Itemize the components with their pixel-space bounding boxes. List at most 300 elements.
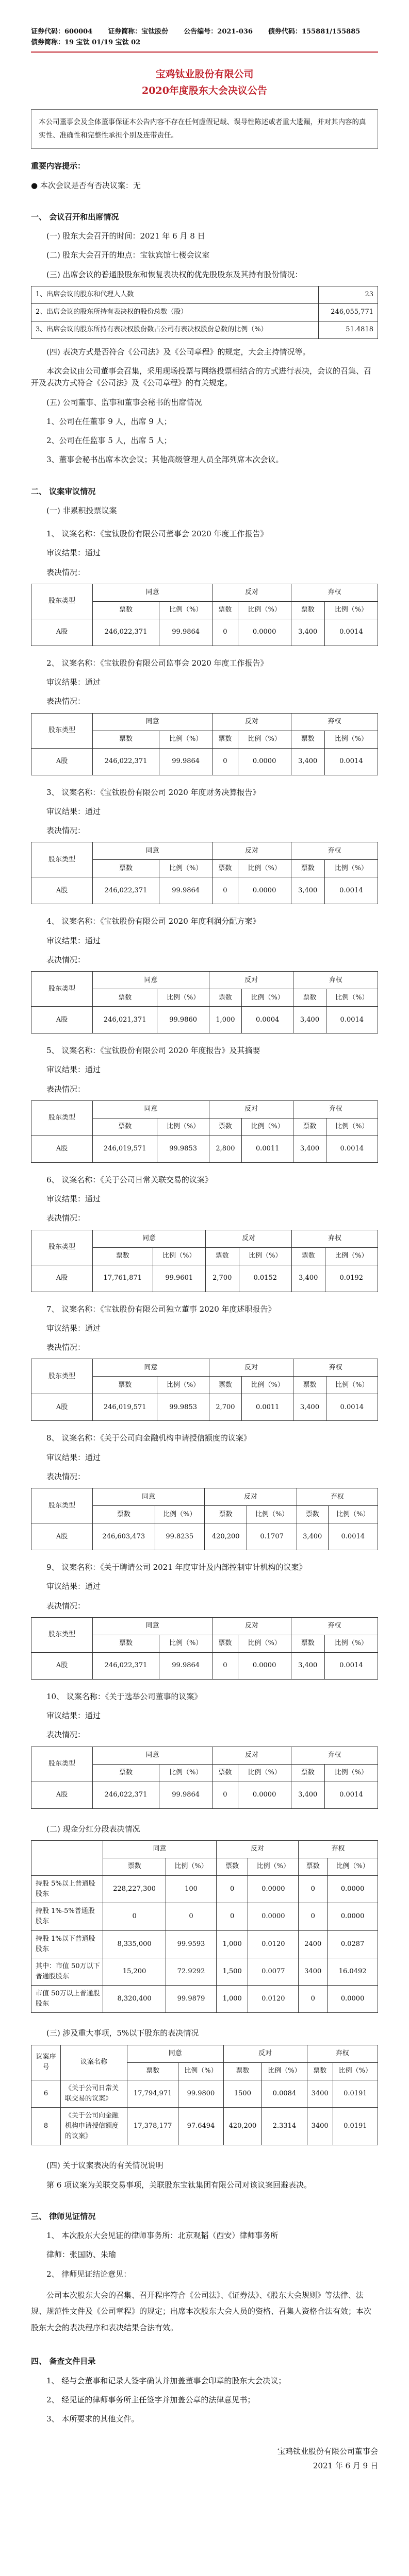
motion-name: 10、 议案名称：《关于选举公司董事的议案》 [46, 1691, 202, 1701]
motion-block [31, 1174, 378, 1292]
attendance-label: 2、出席会议的股东所持有表决权的股份总数（股） [31, 303, 319, 321]
motion-result: 审议结果：通过 [46, 1582, 101, 1591]
col-name: 议案名称 [61, 2045, 127, 2080]
table-row [31, 1958, 378, 1985]
vote-cell: 0.0000 [328, 1875, 378, 1903]
motion-vote-label: 表决情况： [46, 567, 86, 577]
vote-cell: 0 [216, 1903, 248, 1930]
vote-cell: 0.0000 [238, 619, 291, 646]
vote-cell: 99.9601 [153, 1265, 205, 1292]
vote-cell: 0.0011 [242, 1136, 293, 1162]
col-agree: 同意 [93, 584, 212, 601]
motion-result: 审议结果：通过 [46, 806, 101, 816]
col-ratio: 比例（%） [238, 1764, 291, 1782]
motion-block [31, 1691, 378, 1809]
col-ratio: 比例（%） [238, 731, 291, 748]
col-votes: 票数 [93, 1635, 159, 1652]
vote-cell: A股 [31, 748, 93, 775]
vote-cell: 0 [299, 1986, 328, 2013]
col-ratio: 比例（%） [324, 731, 378, 748]
col-against: 反对 [209, 1100, 293, 1118]
col-type: 股东类型 [31, 1230, 93, 1265]
vote-cell: 0.0014 [324, 1782, 378, 1808]
col-ratio: 比例（%） [153, 1247, 205, 1265]
col-ratio: 比例（%） [333, 2062, 378, 2080]
header-divider [31, 52, 378, 53]
motion-name: 1、 议案名称：《宝钛股份有限公司董事会 2020 年度工作报告》 [46, 529, 268, 539]
vote-cell: 0.0191 [333, 2080, 378, 2107]
vote-cell: 99.9800 [178, 2080, 223, 2107]
col-against: 反对 [212, 584, 291, 601]
motion-vote-label: 表决情况： [46, 1601, 86, 1611]
col-ratio: 比例（%） [166, 1858, 217, 1875]
vote-cell: 99.9879 [166, 1986, 217, 2013]
col-ratio: 比例（%） [155, 1506, 204, 1523]
col-ratio: 比例（%） [324, 1764, 378, 1782]
meeting-place: (二) 股东大会召开的地点：宝钛宾馆七楼会议室 [46, 250, 210, 260]
attendance-officers-heading: (五) 公司董事、监事和董事会秘书的出席情况 [46, 397, 202, 407]
vote-cell: 0.0120 [248, 1986, 299, 2013]
vote-cell: 17,761,871 [93, 1265, 153, 1292]
col-agree: 同意 [93, 1230, 206, 1247]
col-votes: 票数 [103, 1858, 166, 1875]
vote-cell: 17,378,177 [127, 2107, 178, 2145]
vote-cell: 15,200 [103, 1958, 166, 1985]
vote-cell: 0.0191 [333, 2107, 378, 2145]
col-ratio: 比例（%） [157, 1118, 209, 1136]
vote-cell: 1,000 [216, 1930, 248, 1958]
col-ratio: 比例（%） [159, 731, 212, 748]
vote-cell: 0.0014 [324, 619, 378, 646]
col-agree: 同意 [127, 2045, 224, 2062]
motion-result: 审议结果：通过 [46, 1323, 101, 1333]
col-votes: 票数 [93, 1118, 157, 1136]
col-votes: 票数 [93, 1247, 153, 1265]
vote-cell: 0.0000 [328, 1986, 378, 2013]
col-against: 反对 [212, 713, 291, 731]
title-company: 宝鸡钛业股份有限公司 [155, 68, 254, 80]
vote-cell: 246,019,571 [93, 1394, 157, 1421]
vote-cell: 72.9292 [166, 1958, 217, 1985]
vote-cell: 0 [212, 1652, 238, 1679]
col-against: 反对 [212, 1747, 291, 1764]
important-section [31, 160, 378, 192]
vote-cell: 3400 [307, 2080, 333, 2107]
motion-name: 4、 议案名称：《宝钛股份有限公司 2020 年度利润分配方案》 [46, 917, 260, 926]
vote-cell: 100 [166, 1875, 217, 1903]
col-votes: 票数 [93, 601, 159, 619]
conclusion-text: 公司本次股东大会的召集、召开程序符合《公司法》、《证券法》、《股东大会规则》等法律、法规、规范性文件及《公司章程》的规定；出席本次股东大会人员的资格、召集人资格合法有效；本次股东大会的表决程序和表决结果合法有效。 [31, 2290, 372, 2332]
table-row [31, 1875, 378, 1903]
motion-block [31, 528, 378, 646]
vote-cell: 0 [103, 1903, 166, 1930]
vote-cell: 3,400 [291, 1652, 324, 1679]
vote-cell: 0.0000 [238, 1782, 291, 1808]
col-votes: 票数 [293, 989, 326, 1007]
notice-number: 公告编号：2021-036 [184, 28, 253, 36]
col-agree: 同意 [93, 1359, 209, 1377]
col-ratio: 比例（%） [238, 860, 291, 877]
col-ratio: 比例（%） [159, 860, 212, 877]
col-ratio: 比例（%） [262, 2062, 307, 2080]
vote-cell: 99.9853 [157, 1394, 209, 1421]
bond-short: 债券简称：19 宝钛 01/19 宝钛 02 [31, 38, 141, 46]
vote-cell: 0.0000 [248, 1903, 299, 1930]
col-ratio: 比例（%） [324, 1635, 378, 1652]
section-3 [31, 2211, 378, 2336]
motion-vote-label: 表决情况： [46, 1084, 86, 1094]
motion-result: 审议结果：通过 [46, 936, 101, 945]
col-against: 反对 [223, 2045, 307, 2062]
vote-cell: A股 [31, 1007, 93, 1033]
col-type: 股东类型 [31, 842, 93, 877]
vote-cell: 246,022,371 [93, 1782, 159, 1808]
vote-cell: 3,400 [291, 1265, 325, 1292]
motion-vote-label: 表决情况： [46, 1471, 86, 1481]
col-agree: 同意 [93, 842, 212, 860]
col-no: 议案序号 [31, 2045, 61, 2080]
col-abstain: 弃权 [307, 2045, 378, 2062]
col-ratio: 比例（%） [324, 860, 378, 877]
motions-list [31, 528, 378, 1809]
col-against: 反对 [209, 1359, 293, 1377]
section-1 [31, 211, 378, 466]
motion-result: 审议结果：通过 [46, 548, 101, 558]
table-row [31, 1903, 378, 1930]
page-title [31, 66, 378, 99]
col-votes: 票数 [204, 1506, 247, 1523]
vote-cell: 0.0014 [324, 748, 378, 775]
vote-cell: A股 [31, 1782, 93, 1808]
motion-result: 审议结果：通过 [46, 677, 101, 687]
important-heading: 重要内容提示： [31, 161, 86, 171]
col-ratio: 比例（%） [324, 601, 378, 619]
supervisors-attendance: 2、公司在任监事 5 人，出席 5 人； [46, 436, 172, 446]
vote-cell: 2,700 [205, 1265, 239, 1292]
vote-cell: 0.0014 [326, 1136, 378, 1162]
vote-cell: 3,400 [291, 748, 324, 775]
col-votes: 票数 [216, 1858, 248, 1875]
motion-block [31, 787, 378, 905]
motion-vote-label: 表决情况： [46, 1730, 86, 1740]
vote-cell: A股 [31, 1136, 93, 1162]
conclusion-heading: 2、 律师见证结论意见： [46, 2269, 132, 2279]
reference-doc-1: 1、 经与会董事和记录人签字确认并加盖董事会印章的股东大会决议； [46, 2376, 286, 2385]
motion-block [31, 1045, 378, 1163]
vote-cell: 8,335,000 [103, 1930, 166, 1958]
col-agree: 同意 [93, 1747, 212, 1764]
vote-cell: 99.9864 [159, 1782, 212, 1808]
notes-text: 第 6 项议案为关联交易事项，关联股东宝钛集团有限公司对该议案回避表决。 [46, 2180, 312, 2190]
motion-vote-table [31, 1488, 378, 1550]
vote-method-text: 本次会议由公司董事会召集，采用现场投票与网络投票相结合的方式进行表决，会议的召集、召开及表决方式符合《公司法》及《公司章程》的有关规定。 [31, 366, 372, 388]
vote-cell: A股 [31, 1652, 93, 1679]
important-item: ● 本次会议是否有否决议案：无 [31, 180, 141, 190]
col-abstain: 弃权 [297, 1488, 378, 1506]
vote-cell: 420,200 [204, 1523, 247, 1550]
vote-cell: 0.0014 [326, 1394, 378, 1421]
vote-cell: 246,022,371 [93, 619, 159, 646]
stock-code: 证券代码：600004 [31, 28, 93, 36]
col-type: 股东类型 [31, 972, 93, 1007]
vote-cell: 3,400 [291, 619, 324, 646]
vote-cell: 2,800 [209, 1136, 241, 1162]
motion-name: 3、 议案名称：《宝钛股份有限公司 2020 年度财务决算报告》 [46, 787, 260, 797]
signature-date: 2021 年 6 月 9 日 [313, 2461, 378, 2470]
col-votes: 票数 [209, 1377, 241, 1394]
col-votes: 票数 [293, 1118, 326, 1136]
vote-cell: 246,021,371 [93, 1007, 157, 1033]
vote-cell: 8,320,400 [103, 1986, 166, 2013]
vote-cell: 0.1707 [247, 1523, 297, 1550]
col-abstain: 弃权 [291, 842, 378, 860]
motion-vote-table [31, 1230, 378, 1292]
vote-cell: 99.9864 [159, 619, 212, 646]
minority-table [31, 2045, 378, 2146]
section-4 [31, 2355, 378, 2472]
col-against: 反对 [212, 842, 291, 860]
col-votes: 票数 [291, 1764, 324, 1782]
col-ratio: 比例（%） [328, 1506, 378, 1523]
holding-label: 市值 50万以上普通股股东 [31, 1986, 103, 2013]
col-votes: 票数 [293, 1377, 326, 1394]
vote-cell: 3,400 [293, 1007, 326, 1033]
col-votes: 票数 [291, 601, 324, 619]
vote-cell: 99.8235 [155, 1523, 204, 1550]
col-agree: 同意 [93, 1617, 212, 1635]
vote-cell: 1,000 [209, 1007, 241, 1033]
non-cumulative-heading: (一) 非累积投票议案 [46, 505, 117, 515]
vote-cell: A股 [31, 619, 93, 646]
vote-cell: 0 [216, 1875, 248, 1903]
col-votes: 票数 [291, 1635, 324, 1652]
col-abstain: 弃权 [291, 1747, 378, 1764]
vote-cell: 246,019,571 [93, 1136, 157, 1162]
vote-cell: 2,700 [209, 1394, 241, 1421]
vote-cell: 3,400 [297, 1523, 328, 1550]
col-abstain: 弃权 [291, 1617, 378, 1635]
vote-cell: 246,022,371 [93, 877, 159, 904]
vote-cell: 0.0004 [242, 1007, 293, 1033]
motion-name: 6、 议案名称：《关于公司日常关联交易的议案》 [46, 1175, 212, 1184]
vote-cell: 17,794,971 [127, 2080, 178, 2107]
col-votes: 票数 [307, 2062, 333, 2080]
minority-body [31, 2080, 378, 2145]
vote-cell: 0.0014 [324, 1652, 378, 1679]
vote-cell: 3,400 [293, 1394, 326, 1421]
col-votes: 票数 [93, 1506, 155, 1523]
motion-block [31, 1432, 378, 1550]
motion-name: 2、 议案名称：《宝钛股份有限公司监事会 2020 年度工作报告》 [46, 658, 268, 668]
vote-cell: 0.0000 [238, 1652, 291, 1679]
section-4-heading: 四、 备查文件目录 [31, 2357, 96, 2366]
vote-cell: 99.9864 [159, 877, 212, 904]
vote-cell: 0.0077 [248, 1958, 299, 1985]
col-agree: 同意 [93, 1488, 205, 1506]
vote-cell: 99.9860 [157, 1007, 209, 1033]
vote-cell: 0.0287 [328, 1930, 378, 1958]
vote-cell: 0.0014 [328, 1523, 378, 1550]
motion-result: 审议结果：通过 [46, 1711, 101, 1721]
col-votes: 票数 [299, 1858, 328, 1875]
col-against: 反对 [205, 1230, 291, 1247]
col-votes: 票数 [223, 2062, 262, 2080]
col-against: 反对 [209, 972, 293, 989]
col-votes: 票数 [93, 731, 159, 748]
motion-vote-table [31, 1747, 378, 1809]
signature-company: 宝鸡钛业股份有限公司董事会 [277, 2447, 378, 2456]
motion-result: 审议结果：通过 [46, 1194, 101, 1204]
signature-block [31, 2446, 378, 2472]
vote-cell: A股 [31, 877, 93, 904]
attendance-label: 3、出席会议的股东所持有表决权股份数占公司有表决权股份总数的比例（%） [31, 321, 319, 338]
attendance-value: 51.4818 [318, 321, 378, 338]
vote-cell: 246,603,473 [93, 1523, 155, 1550]
col-type: 股东类型 [31, 1488, 93, 1523]
col-votes: 票数 [205, 1247, 239, 1265]
col-type: 股东类型 [31, 1747, 93, 1782]
attendance-intro: (三) 出席会议的普通股股东和恢复表决权的优先股股东及其持有股份情况： [46, 269, 303, 279]
vote-cell: 0.0014 [324, 877, 378, 904]
attendance-value: 246,055,771 [318, 303, 378, 321]
motion-vote-table [31, 971, 378, 1033]
col-ratio: 比例（%） [157, 1377, 209, 1394]
notes-heading: (四) 关于议案表决的有关情况说明 [46, 2161, 163, 2171]
title-subject: 2020年度股东大会决议公告 [142, 84, 267, 96]
vote-cell: 0.0000 [238, 748, 291, 775]
vote-cell: A股 [31, 1265, 93, 1292]
by-holding-heading: (二) 现金分红分段表决情况 [46, 1824, 140, 1834]
motion-title: 《关于公司日常关联交易的议案》 [61, 2080, 127, 2107]
motion-vote-table [31, 1100, 378, 1163]
bond-code: 债券代码：155881/155885 [268, 28, 361, 36]
motion-vote-label: 表决情况： [46, 1343, 86, 1352]
vote-cell: 0.0120 [248, 1930, 299, 1958]
col-votes: 票数 [212, 731, 238, 748]
vote-cell: 0.0014 [326, 1007, 378, 1033]
col-against: 反对 [204, 1488, 297, 1506]
col-votes: 票数 [209, 1118, 241, 1136]
section-2 [31, 486, 378, 2191]
col-type: 股东类型 [31, 1100, 93, 1136]
vote-cell: 228,227,300 [103, 1875, 166, 1903]
header-meta [31, 27, 378, 48]
col-votes: 票数 [291, 860, 324, 877]
section-3-heading: 三、 律师见证情况 [31, 2211, 96, 2221]
attendance-label: 1、出席会议的股东和代理人人数 [31, 286, 319, 303]
disclaimer-box: 本公司董事会及全体董事保证本公告内容不存在任何虚假记载、误导性陈述或者重大遗漏，并对其内容的真实性、准确性和完整性承担个别及连带责任。 [31, 109, 378, 149]
col-ratio: 比例（%） [328, 1858, 378, 1875]
motion-vote-table [31, 584, 378, 646]
vote-cell: 0 [299, 1875, 328, 1903]
motion-vote-label: 表决情况： [46, 955, 86, 964]
motion-result: 审议结果：通过 [46, 1065, 101, 1075]
col-type: 股东类型 [31, 584, 93, 619]
col-empty [31, 1840, 103, 1875]
motion-name: 7、 议案名称：《宝钛股份有限公司独立董事 2020 年度述职报告》 [46, 1304, 276, 1314]
vote-cell: 99.9853 [157, 1136, 209, 1162]
motion-vote-table [31, 713, 378, 775]
vote-cell: 0 [299, 1903, 328, 1930]
vote-cell: A股 [31, 1523, 93, 1550]
col-ratio: 比例（%） [238, 601, 291, 619]
minority-heading: (三) 涉及重大事项，5%以下股东的表决情况 [46, 2028, 199, 2038]
vote-cell: 3,400 [291, 1782, 324, 1808]
section-2-heading: 二、 议案审议情况 [31, 486, 96, 496]
col-type: 股东类型 [31, 713, 93, 748]
motion-block [31, 916, 378, 1033]
vote-cell: 246,022,371 [93, 1652, 159, 1679]
law-firm: 1、 本次股东大会见证的律师事务所：北京观韬（西安）律师事务所 [46, 2231, 279, 2241]
vote-cell: 3,400 [291, 877, 324, 904]
col-against: 反对 [216, 1840, 298, 1858]
holding-label: 持股 1%-5%普通股股东 [31, 1903, 103, 1930]
by-holding-table [31, 1840, 378, 2013]
vote-cell: 2.3314 [262, 2107, 307, 2145]
col-type: 股东类型 [31, 1359, 93, 1394]
motion-name: 5、 议案名称：《宝钛股份有限公司 2020 年度报告》及其摘要 [46, 1046, 260, 1056]
vote-cell: 0.0152 [239, 1265, 291, 1292]
col-abstain: 弃权 [299, 1840, 378, 1858]
vote-cell: 0 [212, 748, 238, 775]
table-row [31, 2080, 378, 2107]
motion-name: 9、 议案名称：《关于聘请公司 2021 年度审计及内部控制审计机构的议案》 [46, 1563, 307, 1572]
col-ratio: 比例（%） [157, 989, 209, 1007]
col-ratio: 比例（%） [242, 1377, 293, 1394]
motion-vote-label: 表决情况： [46, 697, 86, 706]
col-ratio: 比例（%） [159, 1635, 212, 1652]
col-agree: 同意 [93, 713, 212, 731]
reference-doc-2: 2、 经见证的律师事务所主任签字并加盖公章的法律意见书； [46, 2395, 255, 2404]
col-votes: 票数 [212, 1764, 238, 1782]
section-1-heading: 一、 会议召开和出席情况 [31, 212, 119, 222]
reference-doc-3: 3、 本所要求的其他文件。 [46, 2414, 139, 2424]
col-ratio: 比例（%） [247, 1506, 297, 1523]
col-ratio: 比例（%） [242, 989, 293, 1007]
col-ratio: 比例（%） [159, 1764, 212, 1782]
motion-vote-label: 表决情况： [46, 1213, 86, 1223]
vote-cell: 1500 [223, 2080, 262, 2107]
vote-cell: 2400 [299, 1930, 328, 1958]
col-votes: 票数 [93, 989, 157, 1007]
col-ratio: 比例（%） [159, 601, 212, 619]
secretary-attendance: 3、董事会秘书出席本次会议；其他高级管理人员全部列席本次会议。 [46, 455, 284, 465]
col-votes: 票数 [93, 860, 159, 877]
holding-label: 持股 5%以上普通股股东 [31, 1875, 103, 1903]
holding-label: 持股 1%以下普通股股东 [31, 1930, 103, 1958]
lawyers: 律师：张国防、朱瑜 [46, 2250, 117, 2260]
col-votes: 票数 [291, 731, 324, 748]
col-ratio: 比例（%） [238, 1635, 291, 1652]
col-votes: 票数 [209, 989, 241, 1007]
vote-cell: 99.9864 [159, 748, 212, 775]
meeting-time: (一) 股东大会召开的时间：2021 年 6 月 8 日 [46, 231, 205, 241]
table-row [31, 1930, 378, 1958]
col-votes: 票数 [291, 1247, 325, 1265]
col-votes: 票数 [212, 860, 238, 877]
vote-cell: 16.0492 [328, 1958, 378, 1985]
vote-cell: 246,022,371 [93, 748, 159, 775]
col-votes: 票数 [93, 1377, 157, 1394]
directors-attendance: 1、公司在任董事 9 人，出席 9 人； [46, 416, 172, 426]
col-ratio: 比例（%） [242, 1118, 293, 1136]
vote-cell: 99.9593 [166, 1930, 217, 1958]
vote-cell: 0.0084 [262, 2080, 307, 2107]
vote-cell: 1,000 [216, 1986, 248, 2013]
vote-cell: 0 [212, 619, 238, 646]
vote-cell: 97.6494 [178, 2107, 223, 2145]
col-ratio: 比例（%） [326, 1118, 378, 1136]
